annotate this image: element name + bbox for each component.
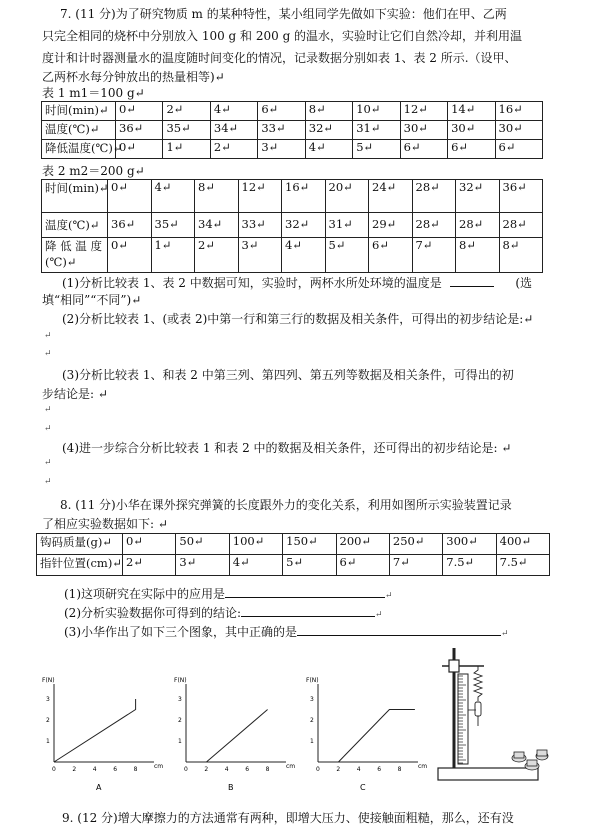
table-2 [41,179,543,273]
graph-label: C [360,783,366,792]
table-cell: 50↵ [176,534,229,555]
return-mark: ↵ [44,349,52,359]
x-tick-label: 8 [265,766,270,773]
table-cell: 33↵ [258,121,305,140]
table-cell: 降低温度(℃)↵ [42,140,116,159]
table-cell: 31↵ [353,121,400,140]
table-cell: 4↵ [210,102,257,121]
q8-sub1-text: (1)这项研究在实际中的应用是 [64,587,225,601]
x-tick-label: 2 [72,766,77,773]
return-mark: ↵ [375,610,383,620]
y-tick-label: 2 [310,717,314,724]
table-cell: 8↵ [305,102,352,121]
x-tick-label: 0 [184,766,188,773]
table-cell: 36↵ [499,180,543,213]
table-row [42,121,543,140]
table-cell: 200↵ [336,534,389,555]
force-extension-graphs [0,676,428,796]
table-cell: 0↵ [108,238,152,273]
q7-sub1-cont: 填“相同”“不同”)↵ [42,293,142,307]
table2-caption: 表 2 m2＝200 g↵ [42,164,145,178]
answer-blank[interactable] [241,604,375,617]
y-axis-label: F(N) [42,677,55,684]
q7-line-2: 只完全相同的烧杯中分别放入 100 g 和 200 g 的温水，实验时让它们自然冷却，并利用温 [42,29,523,43]
table-cell: 2↵ [195,238,239,273]
x-tick-label: 4 [92,766,97,773]
spring-apparatus-illustration [424,640,554,800]
table-row [37,555,550,576]
y-axis-label: F(N) [306,677,319,684]
graph-label: A [96,783,102,792]
table-row [42,140,543,159]
table-cell: 30↵ [448,121,495,140]
x-tick-label: 2 [204,766,209,773]
table-cell: 2↵ [210,140,257,159]
return-mark: ↵ [44,424,52,434]
table-1 [41,101,543,159]
table-cell: 降 低 温 度 (℃)↵ [42,238,108,273]
table-cell: 1↵ [151,238,195,273]
table-cell: 4↵ [229,555,282,576]
q7-line-3: 度计和计时器测量水的温度随时间变化的情况，记录数据分别如表 1、表 2 所示.（设甲、 [42,51,517,65]
table-cell: 24↵ [369,180,413,213]
return-mark: ↵ [44,477,52,487]
table-cell: 时间(min)↵ [42,102,116,121]
q7-sub3-cont: 步结论是: ↵ [42,387,108,401]
graph-c [306,677,427,792]
x-tick-label: 8 [133,766,138,773]
table-cell: 4↵ [151,180,195,213]
table-cell: 8↵ [195,180,239,213]
q7-sub2: (2)分析比较表 1、(或表 2)中第一行和第三行的数据及相关条件，可得出的初步结论是:↵ [62,312,534,326]
y-tick-label: 3 [310,696,314,703]
graph-line [54,699,136,762]
table-cell: 指针位置(cm)↵ [37,555,123,576]
table-row [42,180,543,213]
table-cell: 32↵ [456,180,500,213]
answer-blank[interactable] [225,585,385,598]
y-tick-label: 3 [178,696,182,703]
table-cell: 250↵ [389,534,442,555]
y-tick-label: 3 [46,696,50,703]
x-tick-label: 4 [224,766,229,773]
return-mark: ↵ [385,591,393,601]
graph-line [206,710,267,763]
table-cell: 温度(℃)↵ [42,121,116,140]
table-cell: 34↵ [210,121,257,140]
x-tick-label: 0 [316,766,320,773]
x-tick-label: 6 [245,766,250,773]
q7-sub4: (4)进一步综合分析比较表 1 和表 2 中的数据及相关条件，还可得出的初步结论是: ↵ [62,441,512,455]
table-cell: 28↵ [499,213,543,238]
q8-sub3-text: (3)小华作出了如下三个图象，其中正确的是 [64,625,297,639]
answer-blank[interactable] [297,623,501,636]
y-axis-label: F(N) [174,677,187,684]
table-row [42,238,543,273]
table-cell: 12↵ [238,180,282,213]
x-tick-label: 4 [356,766,361,773]
table-cell: 36↵ [116,121,163,140]
table-cell: 0↵ [108,180,152,213]
q7-sub1 [62,274,532,291]
table-cell: 1↵ [163,140,210,159]
table-cell: 7↵ [389,555,442,576]
table-cell: 34↵ [195,213,239,238]
table-cell: 4↵ [282,238,326,273]
x-tick-label: 8 [397,766,402,773]
table-cell: 5↵ [353,140,400,159]
table-cell: 3↵ [258,140,305,159]
table-cell: 28↵ [456,213,500,238]
x-axis-unit: cm [286,763,296,770]
table-cell: 32↵ [305,121,352,140]
table-cell: 7.5↵ [496,555,549,576]
table-cell: 28↵ [412,180,456,213]
table-cell: 12↵ [400,102,447,121]
table-cell: 300↵ [443,534,496,555]
x-axis-unit: cm [418,763,428,770]
table-cell: 6↵ [369,238,413,273]
table-row [42,213,543,238]
table-3 [36,533,550,576]
table-row [37,534,550,555]
q9-line-1: 9. (12 分)增大摩擦力的方法通常有两种，即增大压力、使接触面粗糙，那么，还有没 [62,811,514,825]
x-tick-label: 2 [336,766,341,773]
table-row [42,102,543,121]
table-cell: 时间(min)↵ [42,180,108,213]
q7-line-4: 乙两杯水每分钟放出的热量相等)↵ [42,70,225,84]
graph-line [338,710,415,763]
table-cell: 400↵ [496,534,549,555]
y-tick-label: 2 [178,717,182,724]
q7-sub1-text: (1)分析比较表 1、表 2 中数据可知，实验时，两杯水所处环境的温度是 [62,276,442,290]
scale-ruler [458,674,468,764]
table-cell: 3↵ [176,555,229,576]
table-cell: 100↵ [229,534,282,555]
q7-sub3: (3)分析比较表 1、和表 2 中第三列、第四列、第五列等数据及相关条件，可得出的初 [62,368,514,382]
table-cell: 14↵ [448,102,495,121]
spring [468,666,482,726]
table-cell: 33↵ [238,213,282,238]
x-tick-label: 0 [52,766,56,773]
table-cell: 5↵ [283,555,336,576]
table-cell: 36↵ [108,213,152,238]
y-tick-label: 1 [178,738,182,745]
q7-line-1: 7. (11 分)为了研究物质 m 的某种特性，某小组同学先做如下实验：他们在甲、乙两 [60,7,507,21]
table-cell: 5↵ [325,238,369,273]
graph-label: B [228,783,234,792]
graph-b [174,677,295,792]
answer-blank[interactable] [450,274,494,287]
table-cell: 钩码质量(g)↵ [37,534,123,555]
table-cell: 0↵ [116,102,163,121]
table-cell: 150↵ [283,534,336,555]
table-cell: 6↵ [258,102,305,121]
x-tick-label: 6 [113,766,118,773]
return-mark: ↵ [44,405,52,415]
table-cell: 温度(℃)↵ [42,213,108,238]
table-cell: 16↵ [282,180,326,213]
q8-line-2: 了相应实验数据如下: ↵ [42,517,168,531]
table-cell: 31↵ [325,213,369,238]
table-cell: 4↵ [305,140,352,159]
table-cell: 3↵ [238,238,282,273]
q8-sub2-text: (2)分析实验数据你可得到的结论: [64,606,242,620]
table-cell: 6↵ [495,140,543,159]
q8-sub2 [64,604,383,623]
table-cell: 6↵ [400,140,447,159]
table-cell: 2↵ [123,555,176,576]
table-cell: 7.5↵ [443,555,496,576]
return-mark: ↵ [501,629,509,639]
return-mark: ↵ [44,458,52,468]
q8-sub1 [64,585,393,604]
table-cell: 0↵ [116,140,163,159]
table1-caption: 表 1 m1＝100 g↵ [42,86,145,100]
hook-weights [512,750,548,770]
y-tick-label: 1 [310,738,314,745]
q8-line-1: 8. (11 分)小华在课外探究弹簧的长度跟外力的变化关系，利用如图所示实验装置记录 [60,498,512,512]
table-cell: 8↵ [456,238,500,273]
table-cell: 30↵ [400,121,447,140]
table-cell: 6↵ [336,555,389,576]
table-cell: 35↵ [163,121,210,140]
x-axis-unit: cm [154,763,164,770]
y-tick-label: 1 [46,738,50,745]
table-cell: 10↵ [353,102,400,121]
table-cell: 29↵ [369,213,413,238]
q7-sub1-hint: (选 [515,276,533,290]
graph-a [42,677,163,792]
table-cell: 2↵ [163,102,210,121]
table-cell: 0↵ [123,534,176,555]
table-cell: 6↵ [448,140,495,159]
table-cell: 32↵ [282,213,326,238]
return-mark: ↵ [44,331,52,341]
table-cell: 30↵ [495,121,543,140]
y-tick-label: 2 [46,717,50,724]
table-cell: 8↵ [499,238,543,273]
x-tick-label: 6 [377,766,382,773]
table-cell: 28↵ [412,213,456,238]
table-cell: 16↵ [495,102,543,121]
table-cell: 7↵ [412,238,456,273]
table-cell: 35↵ [151,213,195,238]
table-cell: 20↵ [325,180,369,213]
